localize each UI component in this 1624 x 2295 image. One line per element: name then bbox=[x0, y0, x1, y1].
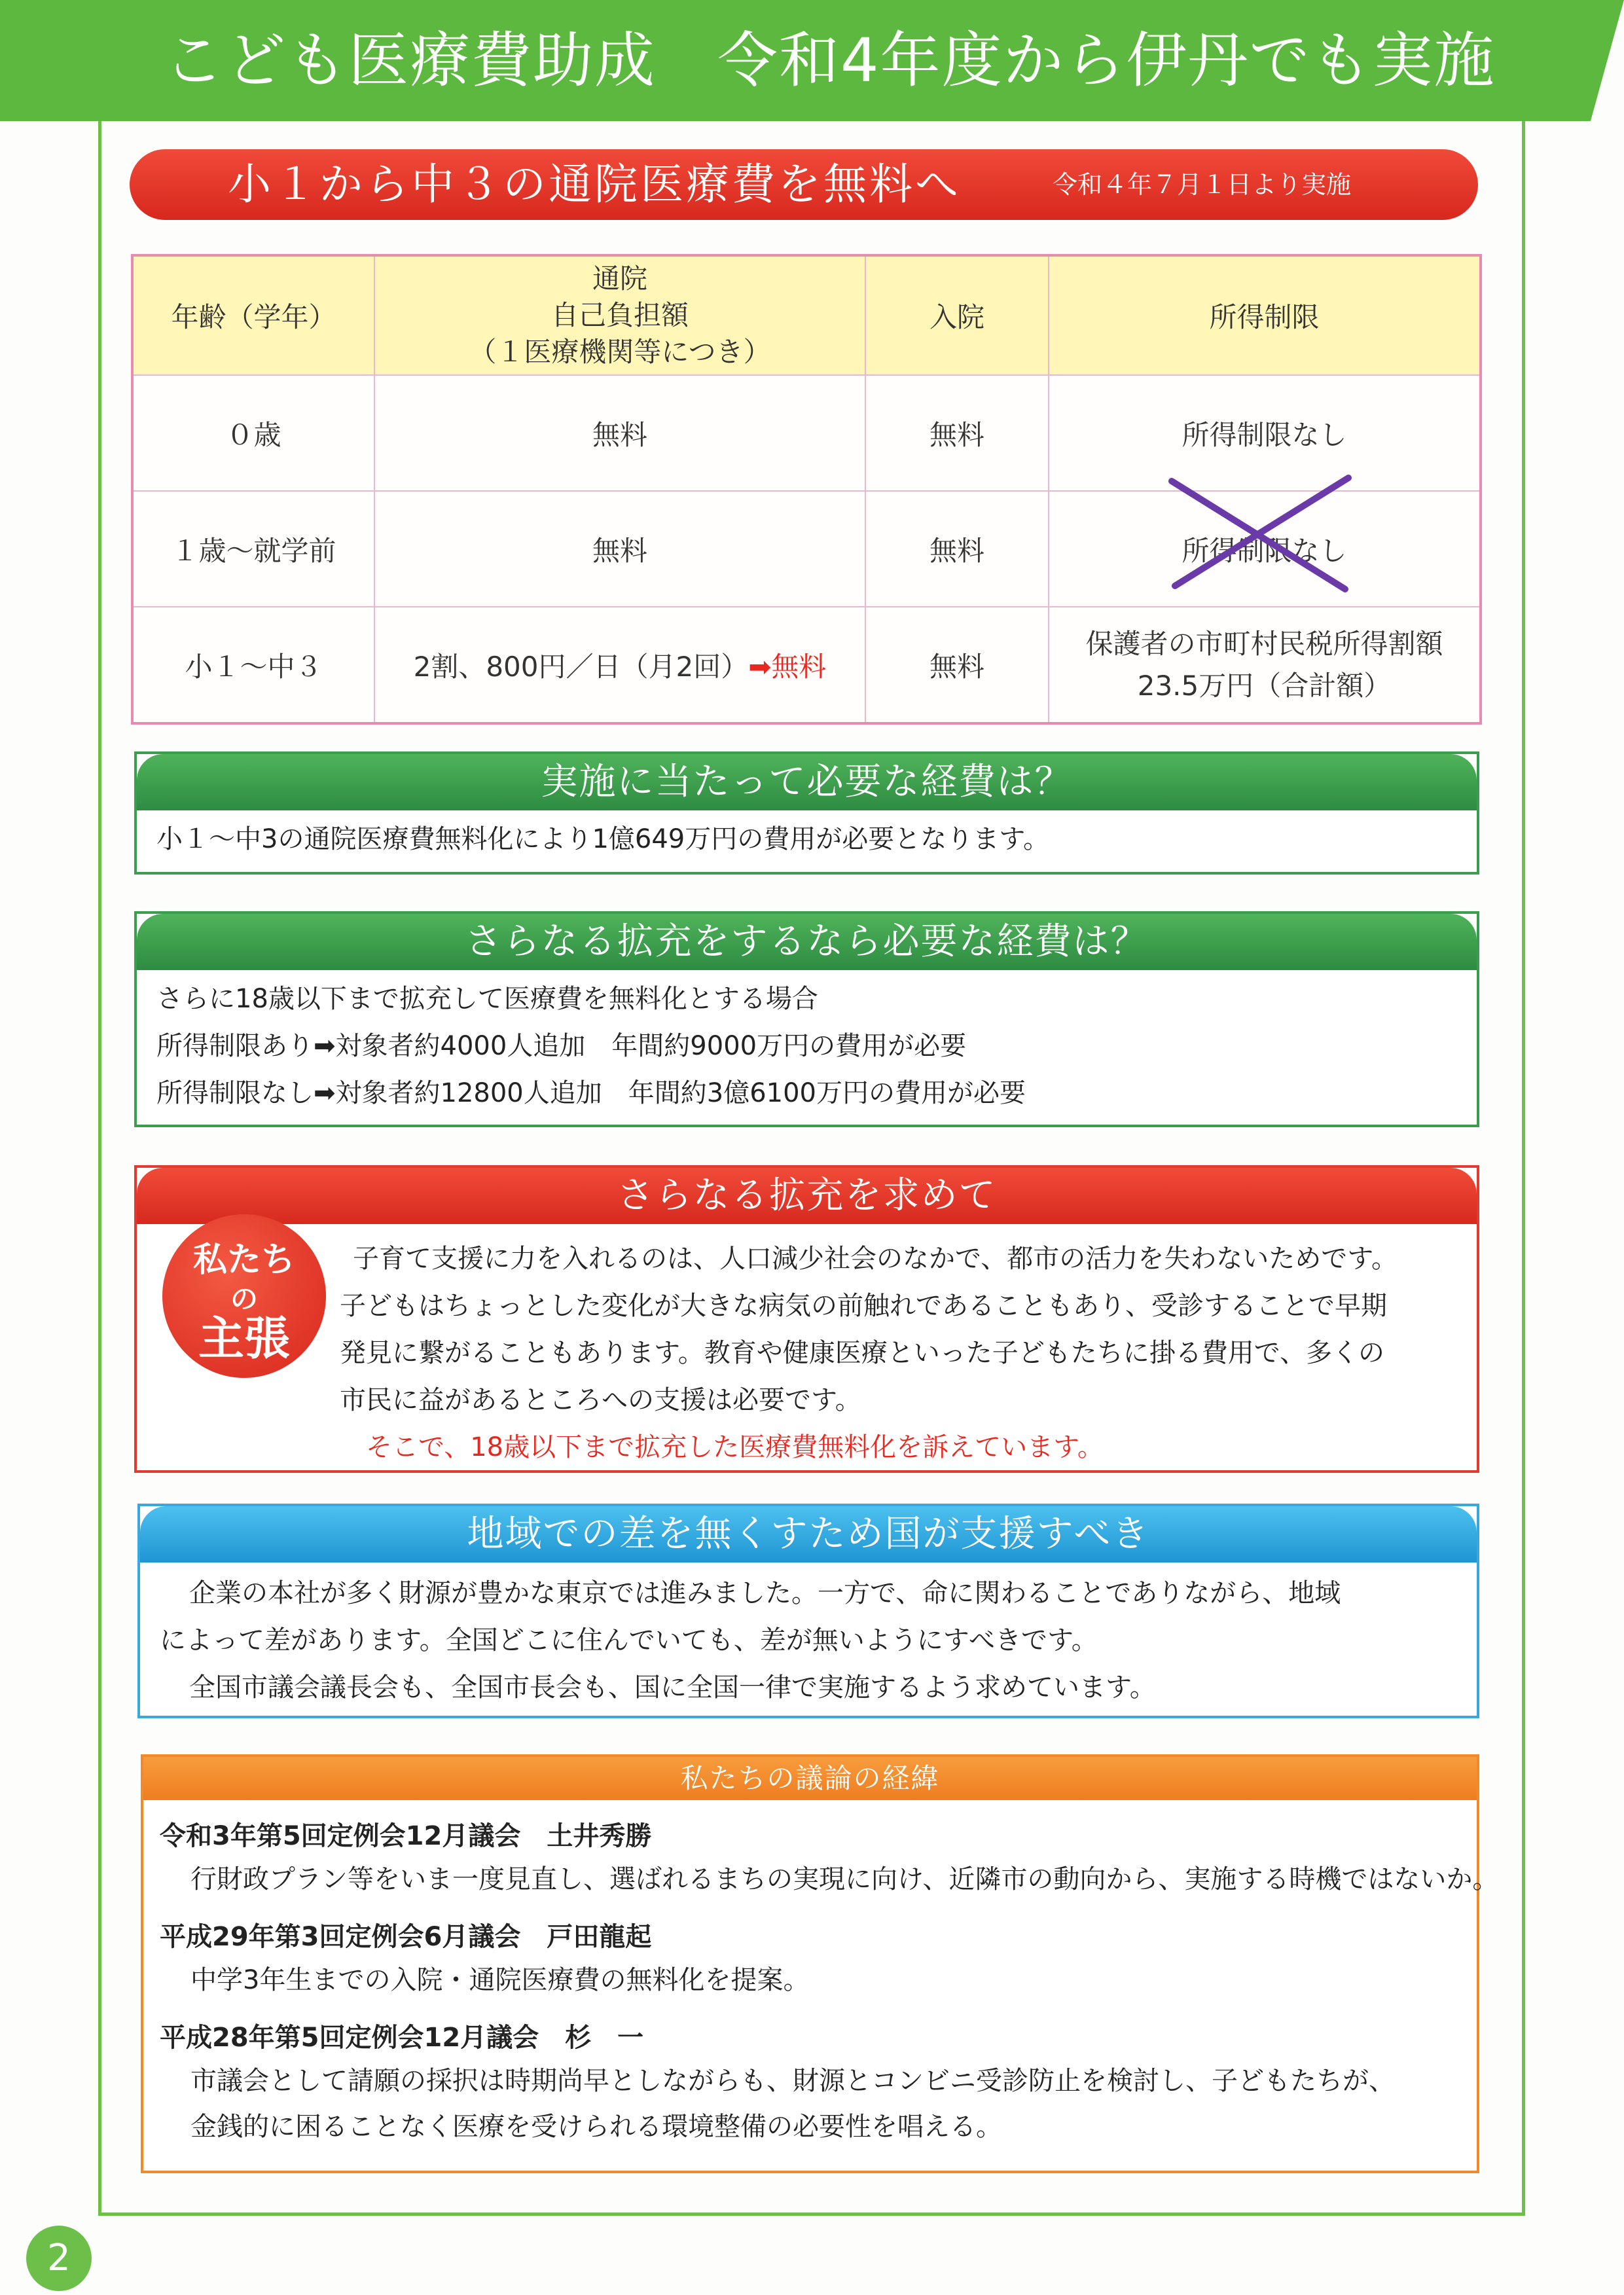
history-entry2-head: 平成29年第3回定例会6月議会 戸田龍起 bbox=[160, 1922, 652, 1952]
header-outpatient bbox=[374, 255, 865, 375]
cross-mark-icon bbox=[1159, 471, 1355, 602]
claim-section bbox=[134, 1165, 1479, 1473]
badge-line2: の bbox=[230, 1283, 258, 1315]
history-entry3-body2: 金銭的に困ることなく医療を受けられる環境整備の必要性を唱える。 bbox=[190, 2112, 1002, 2142]
table-row bbox=[132, 607, 1481, 723]
claim-line1: 子育て支援に力を入れるのは、人口減少社会のなかで、都市の活力を失わないためです。 bbox=[353, 1244, 1398, 1274]
history-section bbox=[141, 1754, 1499, 2173]
table-header-row bbox=[132, 255, 1481, 375]
row1-outpatient: 無料 bbox=[374, 491, 865, 607]
header-age: 年齢（学年） bbox=[132, 255, 374, 375]
page-title: こども医療費助成 令和4年度から伊丹でも実施 bbox=[164, 26, 1496, 96]
row1-age: １歳～就学前 bbox=[132, 491, 374, 607]
headline-banner bbox=[130, 149, 1478, 220]
header-outpatient-line2: 自己負担額 bbox=[550, 299, 689, 331]
row2-income-line2: 23.5万円（合計額） bbox=[1137, 669, 1392, 702]
claim-line5: そこで、18歳以下まで拡充した医療費無料化を訴えています。 bbox=[366, 1432, 1104, 1462]
header-outpatient-line1: 通院 bbox=[592, 262, 647, 295]
history-entry3-body1: 市議会として請願の採択は時期尚早としながらも、財源とコンビニ受診防止を検討し、子どもたちが、 bbox=[190, 2066, 1395, 2096]
nation-line1: 企業の本社が多く財源が豊かな東京では進みました。一方で、命に関わることでありながら、地域 bbox=[189, 1578, 1341, 1608]
expand-cost-line3: 所得制限なし➡対象者約12800人追加 年間約3億6100万円の費用が必要 bbox=[156, 1078, 1026, 1108]
badge-line1: 私たち bbox=[192, 1240, 295, 1280]
row1-inpatient: 無料 bbox=[865, 491, 1049, 607]
row0-outpatient: 無料 bbox=[374, 375, 865, 491]
expand-cost-title: さらなる拡充をするなら必要な経費は？ bbox=[137, 914, 1477, 970]
expand-cost-line2: 所得制限あり➡対象者約4000人追加 年間約9000万円の費用が必要 bbox=[156, 1031, 967, 1061]
expand-cost-section bbox=[134, 911, 1479, 1127]
our-claim-badge bbox=[162, 1214, 326, 1378]
row1-income: 所得制限なし bbox=[1049, 491, 1481, 607]
row2-income bbox=[1049, 607, 1481, 723]
nation-support-title: 地域での差を無くすため国が支援すべき bbox=[140, 1506, 1477, 1563]
nation-support-section bbox=[137, 1504, 1479, 1718]
row2-age: 小１～中３ bbox=[132, 607, 374, 723]
row0-income: 所得制限なし bbox=[1049, 375, 1481, 491]
history-section-title: 私たちの議論の経緯 bbox=[143, 1757, 1477, 1800]
claim-line3: 発見に繋がることもあります。教育や健康医療といった子どもたちに掛る費用で、多くの bbox=[340, 1338, 1384, 1368]
cost-section bbox=[134, 751, 1479, 875]
cost-line: 小１～中3の通院医療費無料化により1億649万円の費用が必要となります。 bbox=[156, 824, 1050, 854]
history-entry2-body: 中学3年生までの入院・通院医療費の無料化を提案。 bbox=[190, 1965, 810, 1995]
header-outpatient-line3: （１医療機関等につき） bbox=[469, 336, 771, 368]
claim-section-title: さらなる拡充を求めて bbox=[137, 1168, 1477, 1224]
row2-income-line1: 保護者の市町村民税所得割額 bbox=[1085, 627, 1443, 660]
history-entry1-head: 令和3年第5回定例会12月議会 土井秀勝 bbox=[160, 1821, 652, 1851]
claim-line2: 子どもはちょっとした変化が大きな病気の前触れであることもあり、受診することで早期 bbox=[340, 1291, 1387, 1321]
history-entry3-head: 平成28年第5回定例会12月議会 杉 一 bbox=[160, 2023, 644, 2053]
row2-outpatient bbox=[374, 607, 865, 723]
nation-line3: 全国市議会議長会も、全国市長会も、国に全国一律で実施するよう求めています。 bbox=[189, 1672, 1156, 1703]
header-inpatient: 入院 bbox=[865, 255, 1049, 375]
header-income-limit: 所得制限 bbox=[1049, 255, 1481, 375]
nation-line2: によって差があります。全国どこに住んでいても、差が無いようにすべきです。 bbox=[160, 1625, 1098, 1655]
row0-inpatient: 無料 bbox=[865, 375, 1049, 491]
headline-date: 令和４年７月１日より実施 bbox=[1053, 170, 1352, 199]
row0-age: ０歳 bbox=[132, 375, 374, 491]
history-entry1-body: 行財政プラン等をいま一度見直し、選ばれるまちの実現に向け、近隣市の動向から、実施する時機ではないか。 bbox=[190, 1864, 1499, 1894]
badge-line3: 主張 bbox=[198, 1312, 290, 1365]
expand-cost-line1: さらに18歳以下まで拡充して医療費を無料化とする場合 bbox=[156, 984, 818, 1014]
page-number: 2 bbox=[26, 2226, 92, 2291]
claim-line4: 市民に益があるところへの支援は必要です。 bbox=[340, 1385, 861, 1415]
row2-outpatient-arrow: ➡無料 bbox=[748, 650, 827, 683]
row2-inpatient: 無料 bbox=[865, 607, 1049, 723]
row2-outpatient-text: 2割、800円／日（月2回） bbox=[413, 650, 749, 683]
cost-section-title: 実施に当たって必要な経費は？ bbox=[137, 754, 1477, 810]
headline-main: 小１から中３の通院医療費を無料へ bbox=[228, 159, 961, 209]
